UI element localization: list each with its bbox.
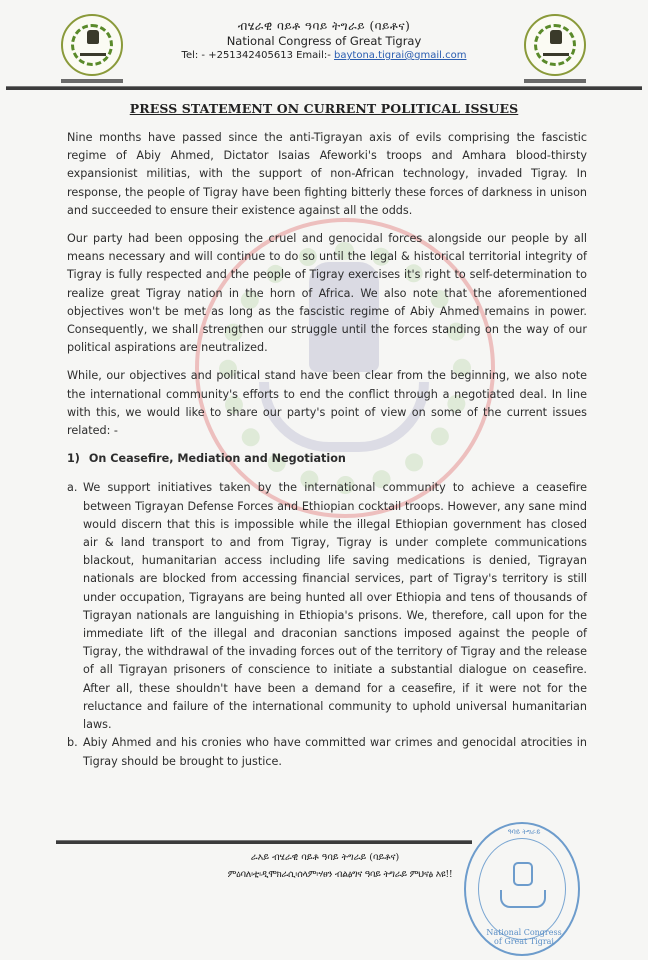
list-item-text: We support initiatives taken by the international community to achieve a ceasefire between Tigrayan Defense Forces and Ethiopian cocktail troops. However, any sane mind would discern that this is impossible while the illegal Ethiopian government has closed air & land transport to and from Tigray, Tigray is under complete communications blackout, humanitarian access including life saving medications is denied, Tigrayan nationals are blocked from accessing financial services, part of Tigray's territory is still under occupation, Tigrayans are being hunted all over Ethiopia and tens of thousands of Tigrayan nationals are languishing in Ethiopia's prisons. We, therefore, call upon for the immediate lift of the illegal and draconian sanctions imposed against the people of Tigray, the withdrawal of the invading forces out of the territory of Tigray and the release of all Tigrayan prisoners of conscience to initiate a substantial dialogue on ceasefire. After all, these shouldn't have been a demand for a ceasefire, if it were not for the reluctance and failure of the international community to uphold universal humanitarian laws. xyxy=(83,481,587,732)
stamp-bottom-text: National Congress of Great Tigrai xyxy=(486,928,562,946)
list-item-b xyxy=(67,734,587,770)
footer-vision-statement: ምዕባለ፡ቲ፡ዲሞክራሲ፡ሰላም፡ሃፀን ብልፅግና ዓባይ ትግራይ ምህናፅ እዩ!! xyxy=(227,869,453,880)
document-title: PRESS STATEMENT ON CURRENT POLITICAL ISSUES xyxy=(129,101,519,116)
stamp-inner-ring xyxy=(478,838,566,940)
people-around-table-icon xyxy=(80,46,106,56)
official-stamp-icon xyxy=(464,822,580,956)
stamp-people-icon xyxy=(500,890,546,908)
footer-divider xyxy=(56,840,472,844)
contact-phone: Tel: - +251342405613 Email:- xyxy=(181,50,335,61)
letterhead-text xyxy=(170,18,478,63)
header-divider xyxy=(6,86,642,90)
org-name-english: National Congress of Great Tigray xyxy=(226,34,422,48)
party-logo-right-icon xyxy=(524,14,586,76)
contact-line xyxy=(170,49,478,63)
section-heading xyxy=(67,450,587,468)
party-logo-left-icon xyxy=(61,14,123,76)
stamp-top-text: ዓባይ ትግራይ xyxy=(507,828,541,836)
section-number: 1) xyxy=(67,452,80,466)
raised-fist-icon xyxy=(550,30,562,44)
people-around-table-icon xyxy=(543,46,569,56)
list-item-a xyxy=(67,479,587,734)
document-body xyxy=(67,129,587,771)
stamp-fist-icon xyxy=(513,862,533,886)
letterhead xyxy=(0,0,648,90)
logo-caption-left xyxy=(61,79,123,83)
email-link[interactable]: baytona.tigrai@gmail.com xyxy=(334,50,467,61)
footer-vision-label: ራእይ ብሄራዊ ባይቶ ዓባይ ትግራይ (ባይቶና) xyxy=(250,852,400,863)
paragraph-1: Nine months have passed since the anti-Tigrayan axis of evils comprising the fascistic regime of Abiy Ahmed, Dictator Isaias Afeworki's troops and Amhara blood-thirsty expansionist militias, with the support of non-African technology, invaded Tigray. In response, the people of Tigray have been fighting bitterly these forces of darkness in unison and succeeded to ensure their existence against all the odds. xyxy=(67,131,587,217)
section-heading-text: On Ceasefire, Mediation and Negotiation xyxy=(88,452,346,466)
list-marker: b. xyxy=(67,736,78,750)
list-item-text: Abiy Ahmed and his cronies who have committed war crimes and genocidal atrocities in Tigray should be brought to justice. xyxy=(83,736,587,768)
org-name-amharic: ብሄራዊ ባይቶ ዓባይ ትግራይ (ባይቶና) xyxy=(237,19,411,33)
paragraph-3: While, our objectives and political stand have been clear from the beginning, we also note the international community's efforts to end the conflict through a negotiated deal. In line with this, we would like to share our party's point of view on some of the current issues related: - xyxy=(67,369,587,438)
raised-fist-icon xyxy=(87,30,99,44)
logo-caption-right xyxy=(524,79,586,83)
list-marker: a. xyxy=(67,481,78,495)
paragraph-2: Our party had been opposing the cruel and genocidal forces alongside our people by all means necessary and will continue to do so until the legal & historical territorial integrity of Tigray is fully respected and the people of Tigray exercises it's right to self-determination to realize great Tigray nation in the horn of Africa. We also note that the aforementioned objectives won't be met as long as the fascistic regime of Abiy Ahmed remains in power. Consequently, we shall strengthen our struggle until the forces standing on the way of our political aspirations are neutralized. xyxy=(67,232,587,355)
